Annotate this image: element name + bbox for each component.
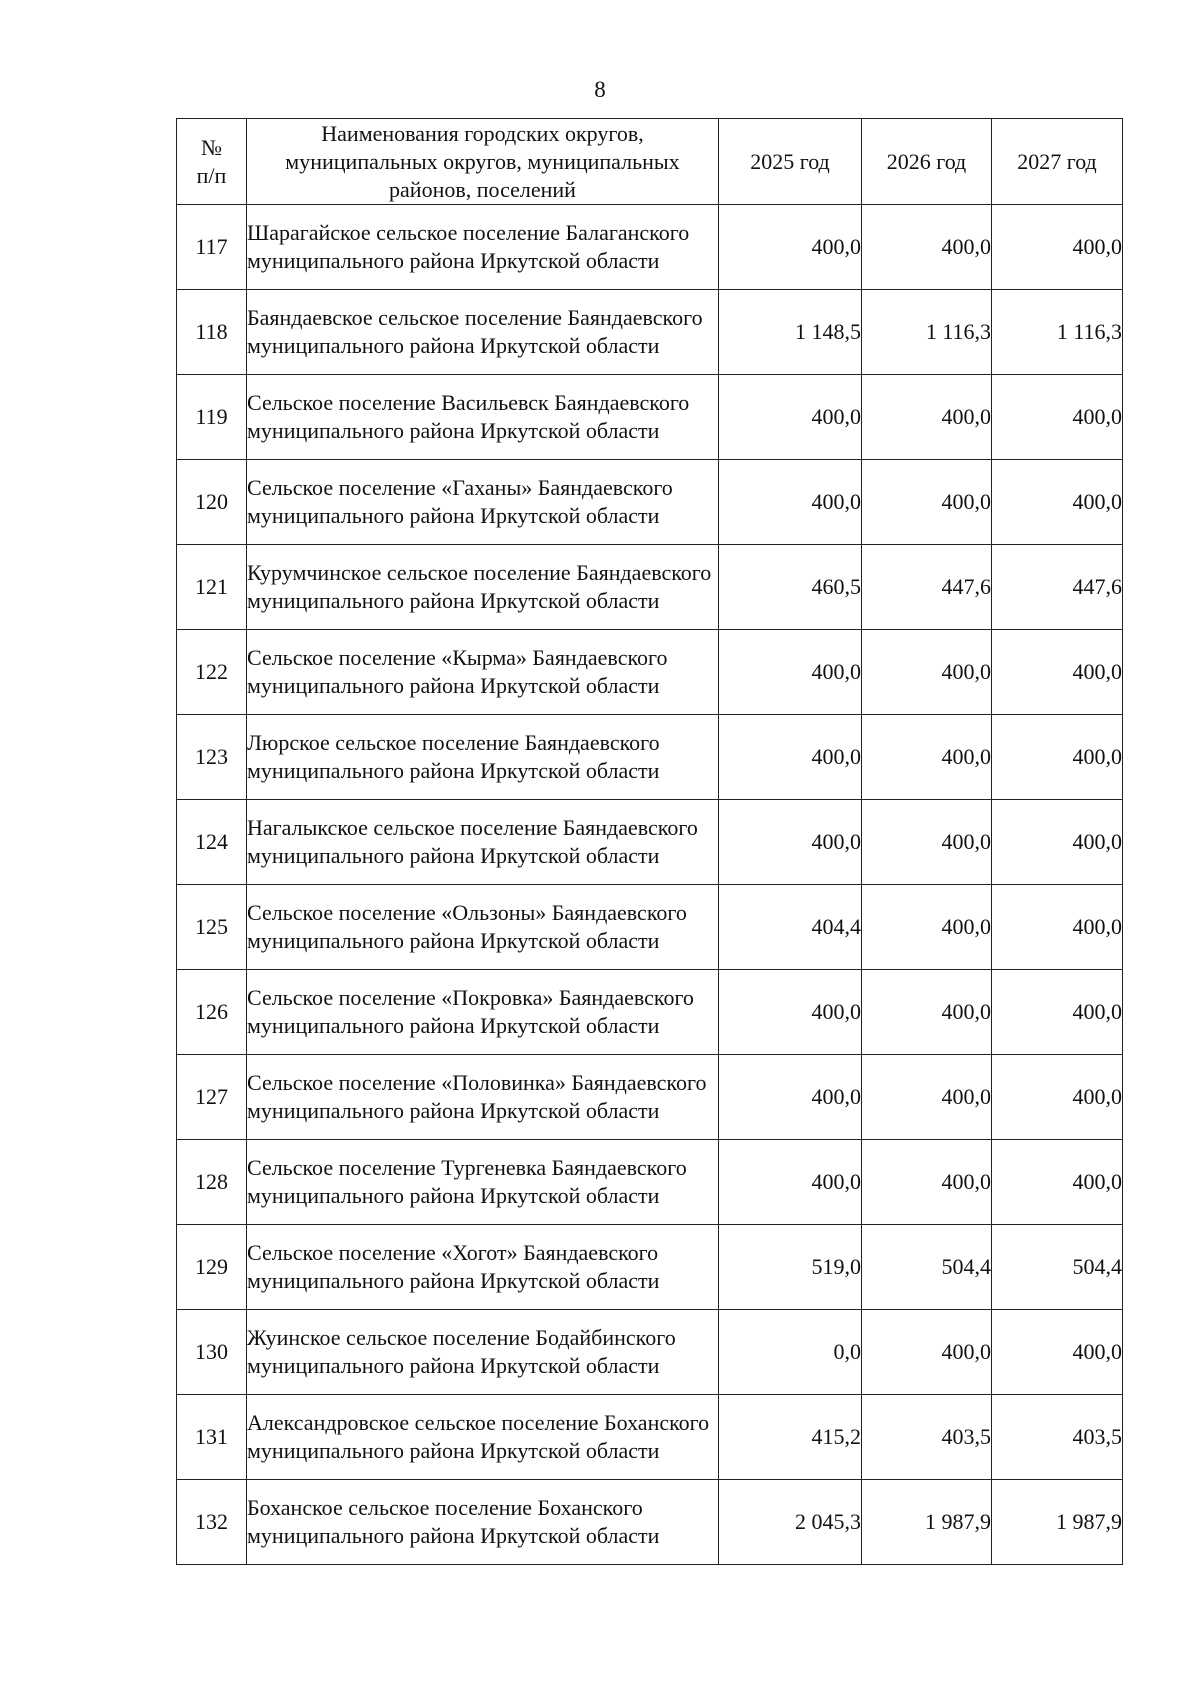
settlement-name-cell: Люрское сельское поселение Баяндаевского муниципального района Иркутской области xyxy=(247,715,719,800)
row-number-cell: 128 xyxy=(177,1140,247,1225)
header-number-symbol: № xyxy=(201,134,222,160)
table-row xyxy=(177,545,1123,630)
amount-2026-cell: 400,0 xyxy=(862,970,992,1055)
amount-2026-cell: 1 116,3 xyxy=(862,290,992,375)
table-row xyxy=(177,970,1123,1055)
amount-2027-cell: 1 116,3 xyxy=(992,290,1123,375)
header-year-2025: 2025 год xyxy=(719,119,862,205)
settlement-name-cell: Курумчинское сельское поселение Баяндаевского муниципального района Иркутской области xyxy=(247,545,719,630)
amount-2025-cell: 400,0 xyxy=(719,800,862,885)
table-body xyxy=(177,205,1123,1565)
row-number-cell: 132 xyxy=(177,1480,247,1565)
amount-2027-cell: 400,0 xyxy=(992,205,1123,290)
settlement-name-cell: Сельское поселение «Половинка» Баяндаевского муниципального района Иркутской области xyxy=(247,1055,719,1140)
amount-2026-cell: 400,0 xyxy=(862,800,992,885)
amount-2025-cell: 400,0 xyxy=(719,375,862,460)
amount-2026-cell: 504,4 xyxy=(862,1225,992,1310)
settlement-name-cell: Баяндаевское сельское поселение Баяндаевского муниципального района Иркутской области xyxy=(247,290,719,375)
amount-2026-cell: 400,0 xyxy=(862,630,992,715)
amount-2026-cell: 400,0 xyxy=(862,715,992,800)
table-row xyxy=(177,1140,1123,1225)
amount-2026-cell: 403,5 xyxy=(862,1395,992,1480)
amount-2027-cell: 400,0 xyxy=(992,1140,1123,1225)
row-number-cell: 117 xyxy=(177,205,247,290)
amount-2027-cell: 400,0 xyxy=(992,460,1123,545)
amount-2025-cell: 400,0 xyxy=(719,205,862,290)
amount-2025-cell: 400,0 xyxy=(719,1055,862,1140)
table-row xyxy=(177,1310,1123,1395)
row-number-cell: 118 xyxy=(177,290,247,375)
table-header-row xyxy=(177,119,1123,205)
amount-2025-cell: 1 148,5 xyxy=(719,290,862,375)
amount-2027-cell: 400,0 xyxy=(992,800,1123,885)
amount-2026-cell: 447,6 xyxy=(862,545,992,630)
settlement-name-cell: Сельское поселение Тургеневка Баяндаевского муниципального района Иркутской области xyxy=(247,1140,719,1225)
settlement-name-cell: Нагалыкское сельское поселение Баяндаевского муниципального района Иркутской области xyxy=(247,800,719,885)
row-number-cell: 130 xyxy=(177,1310,247,1395)
table-row xyxy=(177,885,1123,970)
row-number-cell: 124 xyxy=(177,800,247,885)
table-row xyxy=(177,290,1123,375)
row-number-cell: 129 xyxy=(177,1225,247,1310)
row-number-cell: 123 xyxy=(177,715,247,800)
amount-2026-cell: 400,0 xyxy=(862,885,992,970)
amount-2025-cell: 400,0 xyxy=(719,630,862,715)
amount-2025-cell: 415,2 xyxy=(719,1395,862,1480)
settlement-name-cell: Александровское сельское поселение Боханского муниципального района Иркутской области xyxy=(247,1395,719,1480)
amount-2027-cell: 400,0 xyxy=(992,630,1123,715)
amount-2027-cell: 400,0 xyxy=(992,1055,1123,1140)
header-number-abbr: п/п xyxy=(196,162,227,188)
amount-2027-cell: 400,0 xyxy=(992,885,1123,970)
table-row xyxy=(177,1225,1123,1310)
row-number-cell: 126 xyxy=(177,970,247,1055)
header-year-2026: 2026 год xyxy=(862,119,992,205)
header-year-2027: 2027 год xyxy=(992,119,1123,205)
amount-2026-cell: 400,0 xyxy=(862,205,992,290)
amount-2026-cell: 400,0 xyxy=(862,460,992,545)
table-row xyxy=(177,800,1123,885)
budget-table xyxy=(176,118,1123,1565)
table-row xyxy=(177,205,1123,290)
settlement-name-cell: Шарагайское сельское поселение Балаганского муниципального района Иркутской области xyxy=(247,205,719,290)
amount-2026-cell: 400,0 xyxy=(862,1310,992,1395)
header-name: Наименования городских округов, муниципальных округов, муниципальных районов, поселений xyxy=(247,119,719,205)
header-number xyxy=(177,119,247,205)
row-number-cell: 122 xyxy=(177,630,247,715)
amount-2027-cell: 447,6 xyxy=(992,545,1123,630)
settlement-name-cell: Сельское поселение «Кырма» Баяндаевского муниципального района Иркутской области xyxy=(247,630,719,715)
amount-2027-cell: 403,5 xyxy=(992,1395,1123,1480)
settlement-name-cell: Жуинское сельское поселение Бодайбинского муниципального района Иркутской области xyxy=(247,1310,719,1395)
settlement-name-cell: Сельское поселение «Ользоны» Баяндаевского муниципального района Иркутской области xyxy=(247,885,719,970)
row-number-cell: 121 xyxy=(177,545,247,630)
settlement-name-cell: Сельское поселение «Хогот» Баяндаевского муниципального района Иркутской области xyxy=(247,1225,719,1310)
row-number-cell: 127 xyxy=(177,1055,247,1140)
amount-2027-cell: 504,4 xyxy=(992,1225,1123,1310)
amount-2026-cell: 1 987,9 xyxy=(862,1480,992,1565)
amount-2027-cell: 1 987,9 xyxy=(992,1480,1123,1565)
table-row xyxy=(177,630,1123,715)
page-number: 8 xyxy=(594,77,606,102)
amount-2025-cell: 400,0 xyxy=(719,715,862,800)
table-row xyxy=(177,1055,1123,1140)
settlement-name-cell: Боханское сельское поселение Боханского муниципального района Иркутской области xyxy=(247,1480,719,1565)
amount-2025-cell: 460,5 xyxy=(719,545,862,630)
table-row xyxy=(177,1480,1123,1565)
table-row xyxy=(177,1395,1123,1480)
table-row xyxy=(177,375,1123,460)
amount-2025-cell: 519,0 xyxy=(719,1225,862,1310)
table-row xyxy=(177,460,1123,545)
amount-2027-cell: 400,0 xyxy=(992,375,1123,460)
amount-2025-cell: 400,0 xyxy=(719,460,862,545)
amount-2027-cell: 400,0 xyxy=(992,970,1123,1055)
amount-2026-cell: 400,0 xyxy=(862,1055,992,1140)
table-row xyxy=(177,715,1123,800)
amount-2027-cell: 400,0 xyxy=(992,715,1123,800)
amount-2025-cell: 400,0 xyxy=(719,1140,862,1225)
settlement-name-cell: Сельское поселение «Покровка» Баяндаевского муниципального района Иркутской области xyxy=(247,970,719,1055)
amount-2026-cell: 400,0 xyxy=(862,1140,992,1225)
amount-2025-cell: 400,0 xyxy=(719,970,862,1055)
settlement-name-cell: Сельское поселение «Гаханы» Баяндаевского муниципального района Иркутской области xyxy=(247,460,719,545)
amount-2025-cell: 2 045,3 xyxy=(719,1480,862,1565)
row-number-cell: 120 xyxy=(177,460,247,545)
amount-2025-cell: 404,4 xyxy=(719,885,862,970)
amount-2026-cell: 400,0 xyxy=(862,375,992,460)
settlement-name-cell: Сельское поселение Васильевск Баяндаевского муниципального района Иркутской области xyxy=(247,375,719,460)
row-number-cell: 119 xyxy=(177,375,247,460)
amount-2027-cell: 400,0 xyxy=(992,1310,1123,1395)
amount-2025-cell: 0,0 xyxy=(719,1310,862,1395)
row-number-cell: 125 xyxy=(177,885,247,970)
row-number-cell: 131 xyxy=(177,1395,247,1480)
